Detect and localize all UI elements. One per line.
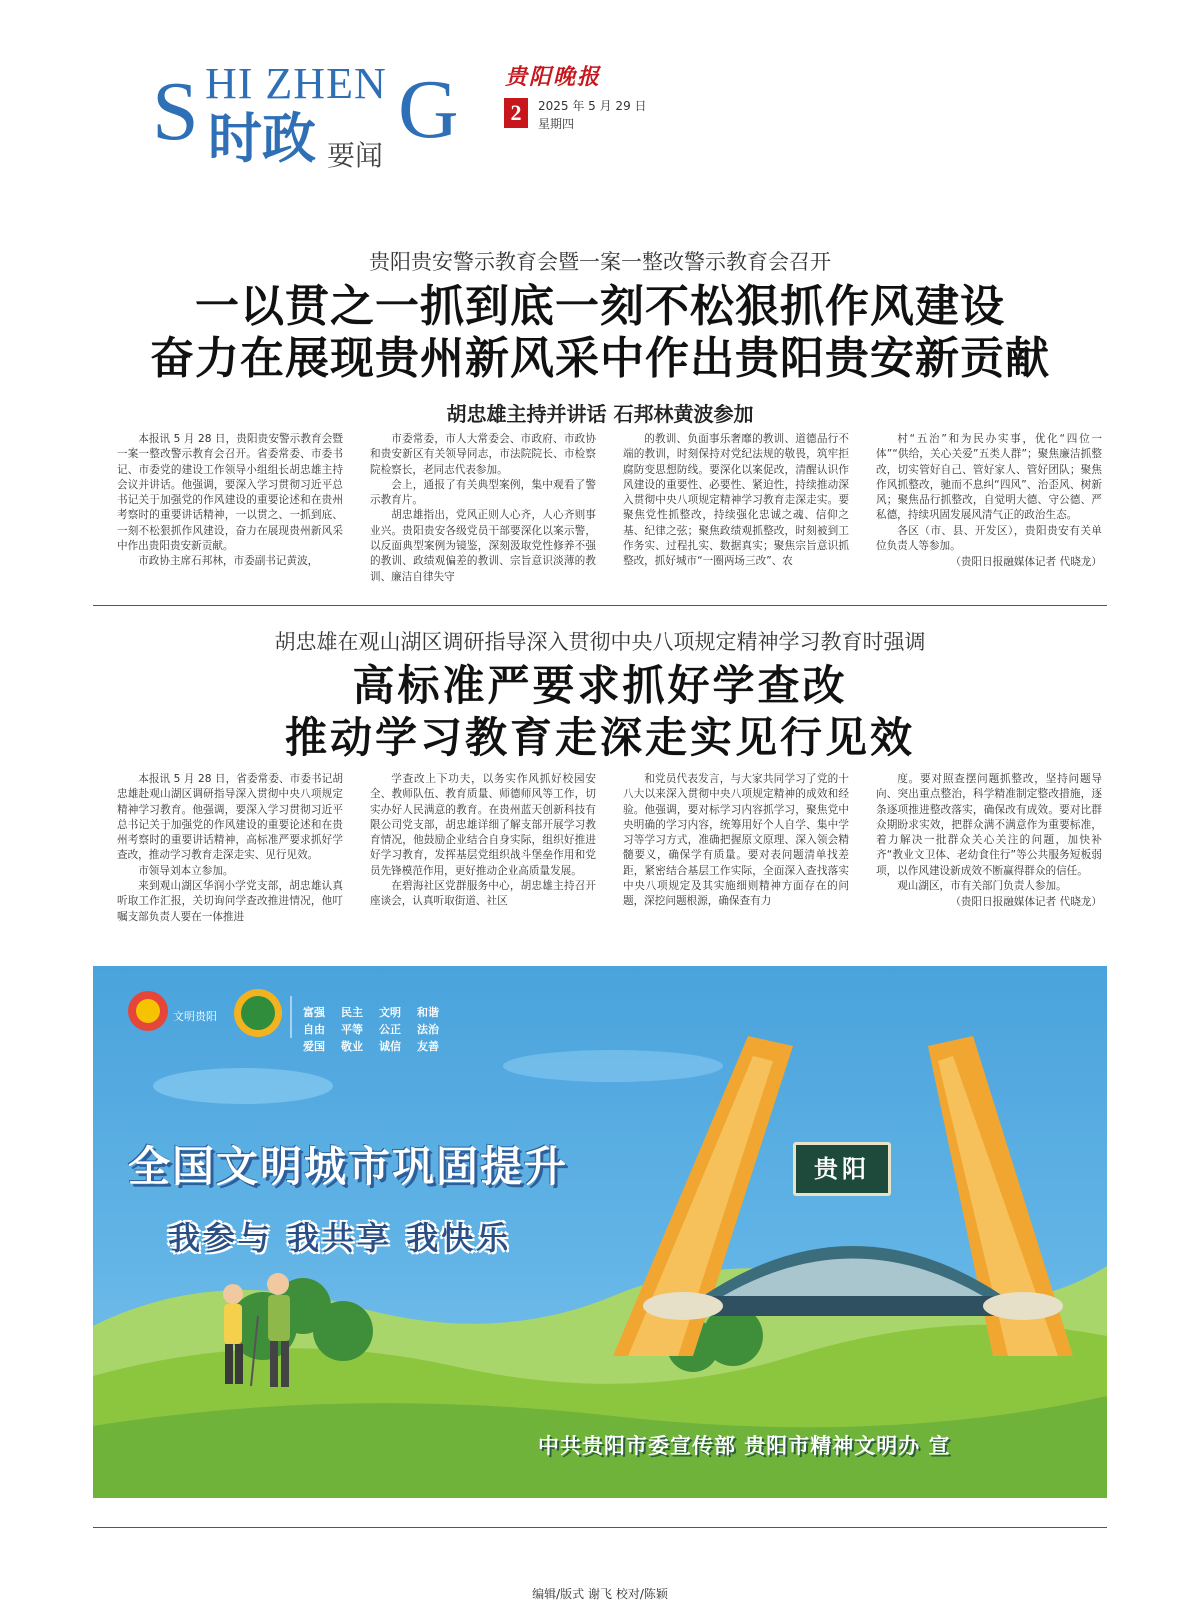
article2-byline: （贵阳日报融媒体记者 代晓龙） (950, 896, 1102, 909)
paragraph: 各区（市、县、开发区），贵阳贵安有关单位负责人等参加。 (876, 524, 1102, 553)
paragraph: 本报讯 5 月 28 日，省委常委、市委书记胡忠雄赴观山湖区调研指导深入贯彻中央八项规定精神学习教育。他强调，要深入学习贯彻习近平总书记关于加强党的作风建设的重要论述和在贵州考察时的重要讲话精神，高标准严要求抓好学查改，推动学习教育走深走实、见行见效。 (117, 773, 343, 862)
slogan-word: 爱国 (303, 1040, 325, 1053)
article2-kicker: 胡忠雄在观山湖区调研指导深入贯彻中央八项规定精神学习教育时强调 (274, 630, 926, 654)
emblem-logo (234, 989, 282, 1037)
article2-column-1 (117, 772, 343, 944)
ad-title: 全国文明城市巩固提升 (128, 1142, 569, 1191)
civilization-city-ad (93, 966, 1107, 1498)
ad-credit: 中共贵阳市委宣传部 贵阳市精神文明办 宣 (538, 1434, 951, 1458)
arch-landmark (613, 1036, 1073, 1356)
paragraph: 学查改上下功夫，以务实作风抓好校园安全、教师队伍、教育质量、师德师风等工作，切实办好人民满意的教育。在贵州蓝天创新科技有限公司党支部，胡忠雄详细了解支部开展学习教育情况，他鼓励企业结合自身实际，组织好推进好学习教育，发挥基层党组织战斗堡垒作用和党员先锋模范作用，更好推动企业高质量发展。 (370, 773, 596, 877)
article2-body (117, 772, 1102, 944)
article2-column-4 (876, 772, 1102, 944)
paragraph: 胡忠雄指出，党风正则人心齐，人心齐则事业兴。贵阳贵安各级党员干部要深化以案示警，以反面典型案例为镜鉴，深刻汲取党性修养不强的教训、政绩观偏差的教训、宗旨意识淡薄的教训、廉洁自律失守 (370, 509, 596, 583)
slogan-word: 诚信 (379, 1040, 401, 1053)
paragraph: 和党员代表发言，与大家共同学习了党的十八大以来深入贯彻中央八项规定精神的成效和经验。他强调，要对标学习内容抓学习，聚焦党中央明确的学习内容，统筹用好个人自学、集中学习等学习方式，准确把握原文原理、深入领会精髓要义，确保学有质量。要对表问题清单找差距，紧密结合基层工作实际，全面深入查找落实中央八项规定及其实施细则精神方面存在的问题，深挖问题根源，确保查有力 (623, 773, 849, 908)
page-number: 2 (504, 98, 528, 128)
issue-date: 2025 年 5 月 29 日 (538, 99, 647, 113)
slogan-word: 平等 (341, 1023, 363, 1036)
ad-subtitle: 我参与 我共享 我快乐 (168, 1219, 512, 1257)
article1-headline-line2: 奋力在展现贵州新风采中作出贵阳贵安新贡献 (150, 333, 1050, 384)
slogan-word: 富强 (303, 1006, 325, 1019)
article2-headline-line1: 高标准严要求抓好学查改 (352, 661, 848, 710)
article1-headline-line1: 一以贯之一抓到底一刻不松狠抓作风建设 (195, 281, 1005, 332)
paragraph: 度。要对照查摆问题抓整改，坚持问题导向、突出重点整治，科学精准制定整改措施，逐条逐项推进整改落实，确保改有成效。要对比群众期盼求实效，把群众满不满意作为重要标准，着力解决一批群众关心关注的问题，加快补齐“教业文卫体、老幼食住行”等公共服务短板弱项，以作风建设新成效不断赢得群众的信任。 (876, 773, 1102, 877)
paragraph: 观山湖区，市有关部门负责人参加。 (897, 880, 1067, 893)
slogan-word: 敬业 (341, 1040, 363, 1053)
article1-column-3 (623, 432, 849, 590)
masthead-letter-s: S (152, 65, 199, 158)
slogan-word: 和谐 (417, 1006, 439, 1019)
newspaper-logo: 贵阳晚报 (505, 64, 602, 90)
core-values-slogan (303, 1004, 455, 1054)
slogan-word: 法治 (417, 1023, 439, 1036)
article2-column-2 (370, 772, 596, 944)
article1-kicker: 贵阳贵安警示教育会暨一案一整改警示教育会召开 (369, 250, 831, 274)
guiyang-sign: 贵阳 (793, 1142, 891, 1196)
editor-credit: 编辑/版式 谢飞 校对/陈颖 (532, 1587, 668, 1601)
paragraph: 的教训、负面事乐奢靡的教训、道德品行不端的教训，时刻保持对党纪法规的敬畏，筑牢拒腐防变思想防线。要深化以案促改，清醒认识作风建设的重要性、必要性、紧迫性，持续推动深入贯彻中央八项规定精神学习教育走深走实。要聚焦党性抓整改，持续强化忠诚之魂、信仰之基、纪律之弦；聚焦政绩观抓整改，时刻被到工作务实、过程扎实、数据真实；聚焦宗旨意识抓整改，抓好城市“一圈两场三改”、农 (623, 433, 849, 568)
slogan-word: 民主 (341, 1006, 363, 1019)
paragraph: 在碧海社区党群服务中心，胡忠雄主持召开座谈会，认真听取街道、社区 (370, 880, 596, 908)
slogan-word: 文明 (379, 1006, 401, 1019)
article1-byline: （贵阳日报融媒体记者 代晓龙） (950, 556, 1102, 569)
article1-column-2 (370, 432, 596, 590)
article1-column-1 (117, 432, 343, 590)
paragraph: 本报讯 5 月 28 日，贵阳贵安警示教育会暨一案一整改警示教育会召开。省委常委、市委书记、市委党的建设工作领导小组组长胡忠雄主持会议并讲话。他强调，要深入学习贯彻习近平总书记关于加强党的作风建设的重要论述和在贵州考察时的重要讲话精神，一以贯之、一抓到底、一刻不松狠抓作风建设，奋力在展现贵州新风采中作出贵阳贵安新贡献。 (117, 433, 343, 553)
article1-subhead: 胡忠雄主持并讲话 石邦林黄波参加 (446, 402, 754, 426)
slogan-word: 自由 (303, 1023, 325, 1036)
paragraph: 来到观山湖区华润小学党支部，胡忠雄认真听取工作汇报，关切询问学查改推进情况，他叮嘱支部负责人要在一体推进 (117, 880, 343, 923)
civilized-guiyang-label: 文明贵阳 (173, 1010, 217, 1023)
civilized-guiyang-logo (128, 991, 168, 1031)
paragraph: 市政协主席石邦林，市委副书记黄波， (138, 555, 319, 568)
issue-weekday: 星期四 (538, 117, 575, 131)
article1-column-4 (876, 432, 1102, 590)
article2-column-3 (623, 772, 849, 944)
paragraph: 会上，通报了有关典型案例，集中观看了警示教育片。 (370, 478, 596, 507)
paragraph: 市领导刘本立参加。 (138, 864, 234, 877)
section-divider (93, 605, 1107, 606)
masthead-latin-middle: HI ZHEN (205, 59, 387, 108)
masthead-letter-g: G (398, 63, 459, 156)
slogan-word: 友善 (417, 1040, 439, 1053)
section-subtitle: 要闻 (327, 139, 384, 172)
footer-divider (93, 1527, 1107, 1528)
slogan-word: 公正 (379, 1023, 401, 1036)
article1-body (117, 432, 1102, 590)
paragraph: 市委常委，市人大常委会、市政府、市政协和贵安新区有关领导同志，市法院院长、市检察院检察长，老同志代表参加。 (370, 433, 596, 476)
article2-headline-line2: 推动学习教育走深走实见行见效 (284, 713, 915, 762)
paragraph: 村“五治”和为民办实事，优化“四位一体”“供给，关心关爱”五类人群”；聚焦廉洁抓整改，切实管好自己、管好家人、管好团队；聚焦作风抓整改，驰而不息纠“四风”、治歪风、树新风；聚焦品行抓整改，自觉明大德、守公德、严私德，持续巩固发展风清气正的政治生态。 (876, 433, 1102, 522)
section-title: 时政 (208, 107, 316, 170)
